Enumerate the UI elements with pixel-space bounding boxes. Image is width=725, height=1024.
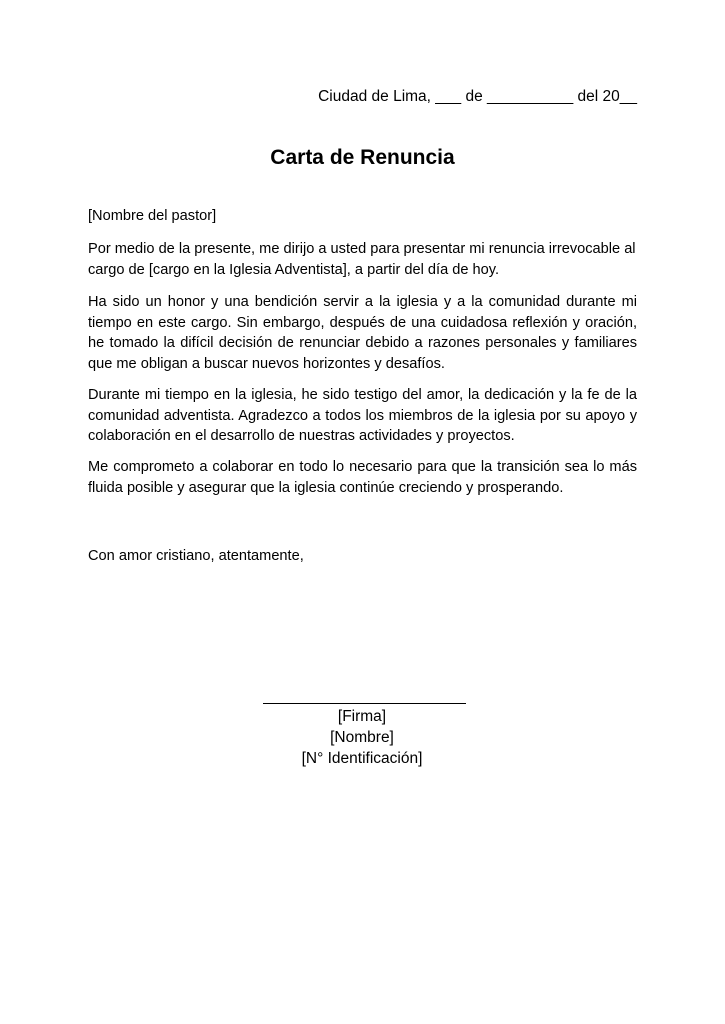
paragraph-1: Por medio de la presente, me dirijo a usted para presentar mi renuncia irrevocable al cargo de [cargo en la Iglesia Adventista], a partir del día de hoy. xyxy=(88,241,636,278)
letter-title: Carta de Renuncia xyxy=(270,146,455,169)
paragraph-3: Durante mi tiempo en la iglesia, he sido testigo del amor, la dedicación y la fe de la comunidad adventista. Agradezco a todos los miembros de la iglesia por su apoyo y colaboración en el desarrollo de nuestras actividades y proyectos. xyxy=(88,387,637,444)
paragraph-2: Ha sido un honor y una bendición servir a la iglesia y a la comunidad durante mi tiempo en este cargo. Sin embargo, después de una cuidadosa reflexión y oración, he tomado la difícil decisión de renunciar debido a razones personales y familiares que me obligan a buscar nuevos horizontes y desafíos. xyxy=(88,294,637,372)
date-line: Ciudad de Lima, ___ de __________ del 20__ xyxy=(318,88,637,105)
signature-rule xyxy=(263,703,466,704)
paragraph-4: Me comprometo a colaborar en todo lo necesario para que la transición sea lo más fluida posible y asegurar que la iglesia continúe creciendo y prosperando. xyxy=(88,459,637,496)
signature-block xyxy=(212,706,512,769)
recipient-line: [Nombre del pastor] xyxy=(88,208,217,224)
signature-firma: [Firma] xyxy=(337,708,387,725)
closing-line: Con amor cristiano, atentamente, xyxy=(88,548,304,564)
signature-nombre: [Nombre] xyxy=(330,729,394,746)
signature-identificacion: [N° Identificación] xyxy=(301,750,423,767)
